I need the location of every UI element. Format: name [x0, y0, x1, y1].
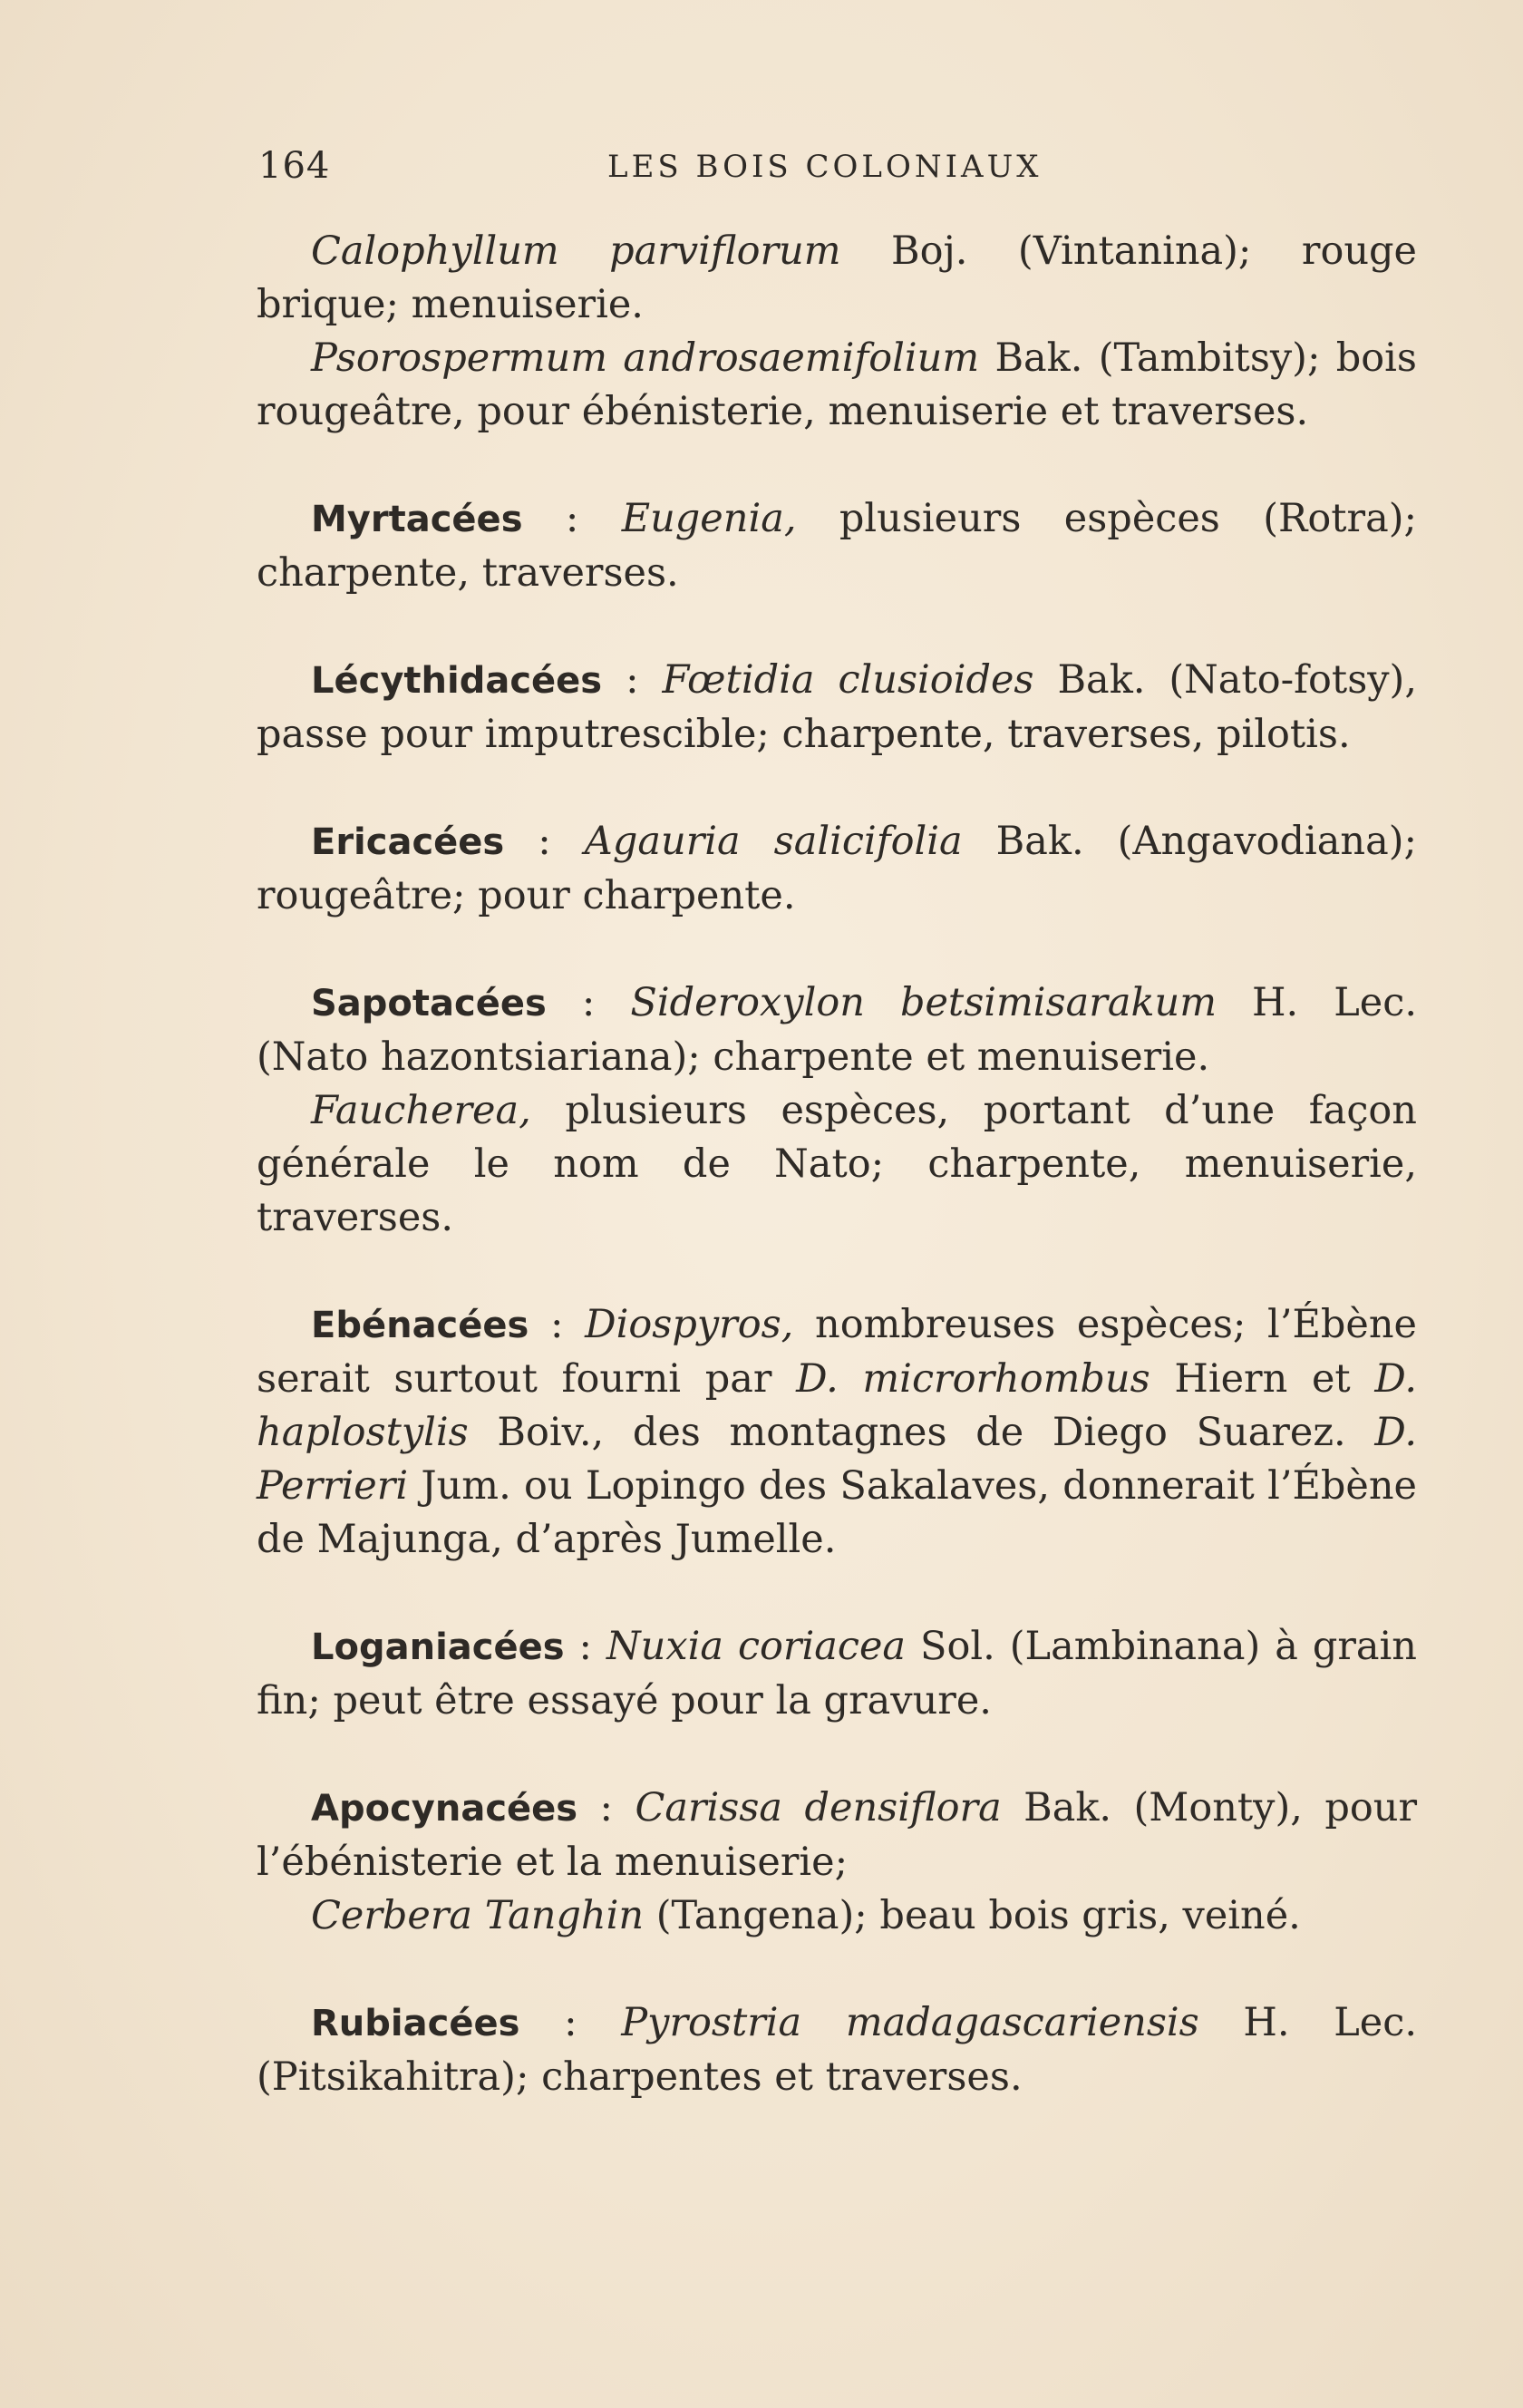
taxon-name: Nuxia coriacea: [606, 1624, 907, 1669]
paragraph-text: Sol. (Lambinana) à grain fin; peut être essayé pour la gravure.: [257, 1624, 1417, 1723]
page-body: [257, 225, 1417, 2104]
paragraph: [257, 815, 1417, 923]
paragraph-text: Bak. (Angavodiana); rougeâtre; pour charpente.: [257, 819, 1418, 918]
family-name: Apocynacées: [311, 1788, 578, 1830]
taxon-name: Agauria salicifolia: [584, 819, 963, 864]
taxon-name: Eugenia,: [621, 496, 797, 541]
paragraph: [257, 1889, 1417, 1943]
paragraph: [257, 1298, 1417, 1567]
family-name: Sapotacées: [311, 983, 547, 1024]
paragraph: [257, 1084, 1417, 1245]
page-number: 164: [258, 145, 331, 187]
taxon-name: Fœtidia clusioides: [662, 657, 1034, 703]
taxon-name: Pyrostria madagascariensis: [621, 2000, 1199, 2045]
paragraph-text: Bak. (Monty), pour l’ébénisterie et la menuiserie;: [257, 1785, 1417, 1885]
taxon-name: Sideroxylon betsimisarakum: [630, 980, 1217, 1025]
paragraph-text: :: [546, 980, 631, 1025]
paragraph-text: H. Lec. (Nato hazontsiariana); charpente et menuiserie.: [257, 980, 1417, 1080]
paragraph-text: Bak. (Tambitsy); bois rougeâtre, pour ébénisterie, menuiserie et traverses.: [257, 335, 1417, 434]
paragraph-text: H. Lec. (Pitsikahitra); charpentes et traverses.: [257, 2000, 1418, 2100]
taxon-name: Psorospermum androsaemifolium: [311, 335, 980, 381]
taxon-name: Calophyllum parviflorum: [311, 228, 841, 274]
running-title: LES BOIS COLONIAUX: [607, 149, 1043, 185]
paragraph-text: :: [564, 1624, 607, 1669]
taxon-name: Faucherea,: [311, 1088, 531, 1133]
taxon-name: Cerbera Tanghin: [311, 1893, 645, 1938]
family-name: Loganiacées: [311, 1626, 565, 1668]
paragraph-text: Boiv., des montagnes de Diego Suarez.: [468, 1410, 1375, 1455]
taxon-name: D. Perrieri: [257, 1410, 1417, 1509]
paragraph-text: plusieurs espèces (Rotra); charpente, traverses.: [257, 496, 1417, 596]
paragraph-text: :: [519, 2000, 622, 2045]
family-name: Rubiacées: [311, 2003, 520, 2044]
paragraph: [257, 654, 1417, 762]
paragraph: [257, 332, 1417, 439]
paragraph-text: :: [577, 1785, 635, 1830]
paragraph-text: :: [602, 657, 663, 703]
paragraph: [257, 1996, 1417, 2104]
paragraph-text: nombreuses espèces; l’Ébène serait surtout fourni par: [257, 1302, 1417, 1402]
paragraph: [257, 492, 1417, 600]
paragraph-text: Bak. (Nato-fotsy), passe pour imputrescible; charpente, traverses, pilotis.: [257, 657, 1418, 757]
paragraph-text: plusieurs espèces, portant d’une façon générale le nom de Nato; charpente, menuiserie, traverses.: [257, 1088, 1417, 1240]
paragraph-text: (Tangena); beau bois gris, veiné.: [644, 1893, 1301, 1938]
family-name: Ericacées: [311, 821, 505, 863]
paragraph: [257, 976, 1417, 1084]
paragraph-text: :: [529, 1302, 586, 1347]
paragraph-text: Jum. ou Lopingo des Sakalaves, donnerait l’Ébène de Majunga, d’après Jumelle.: [257, 1463, 1417, 1562]
taxon-name: D. microrhombus: [796, 1356, 1150, 1402]
page-header: [258, 145, 1419, 199]
family-name: Ebénacées: [311, 1305, 529, 1346]
paragraph-text: :: [504, 819, 585, 864]
paragraph: [257, 225, 1417, 332]
paragraph: [257, 1782, 1417, 1889]
paragraph-text: Hiern et: [1150, 1356, 1375, 1402]
paragraph-text: :: [522, 496, 622, 541]
paragraph: [257, 1620, 1417, 1728]
taxon-name: Carissa densiflora: [635, 1785, 1002, 1830]
taxon-name: D. haplostylis: [257, 1356, 1418, 1455]
family-name: Lécythidacées: [311, 660, 603, 702]
family-name: Myrtacées: [311, 499, 523, 540]
paragraph-text: Boj. (Vintanina); rouge brique; menuiserie.: [257, 228, 1417, 327]
taxon-name: Diospyros,: [585, 1302, 794, 1347]
